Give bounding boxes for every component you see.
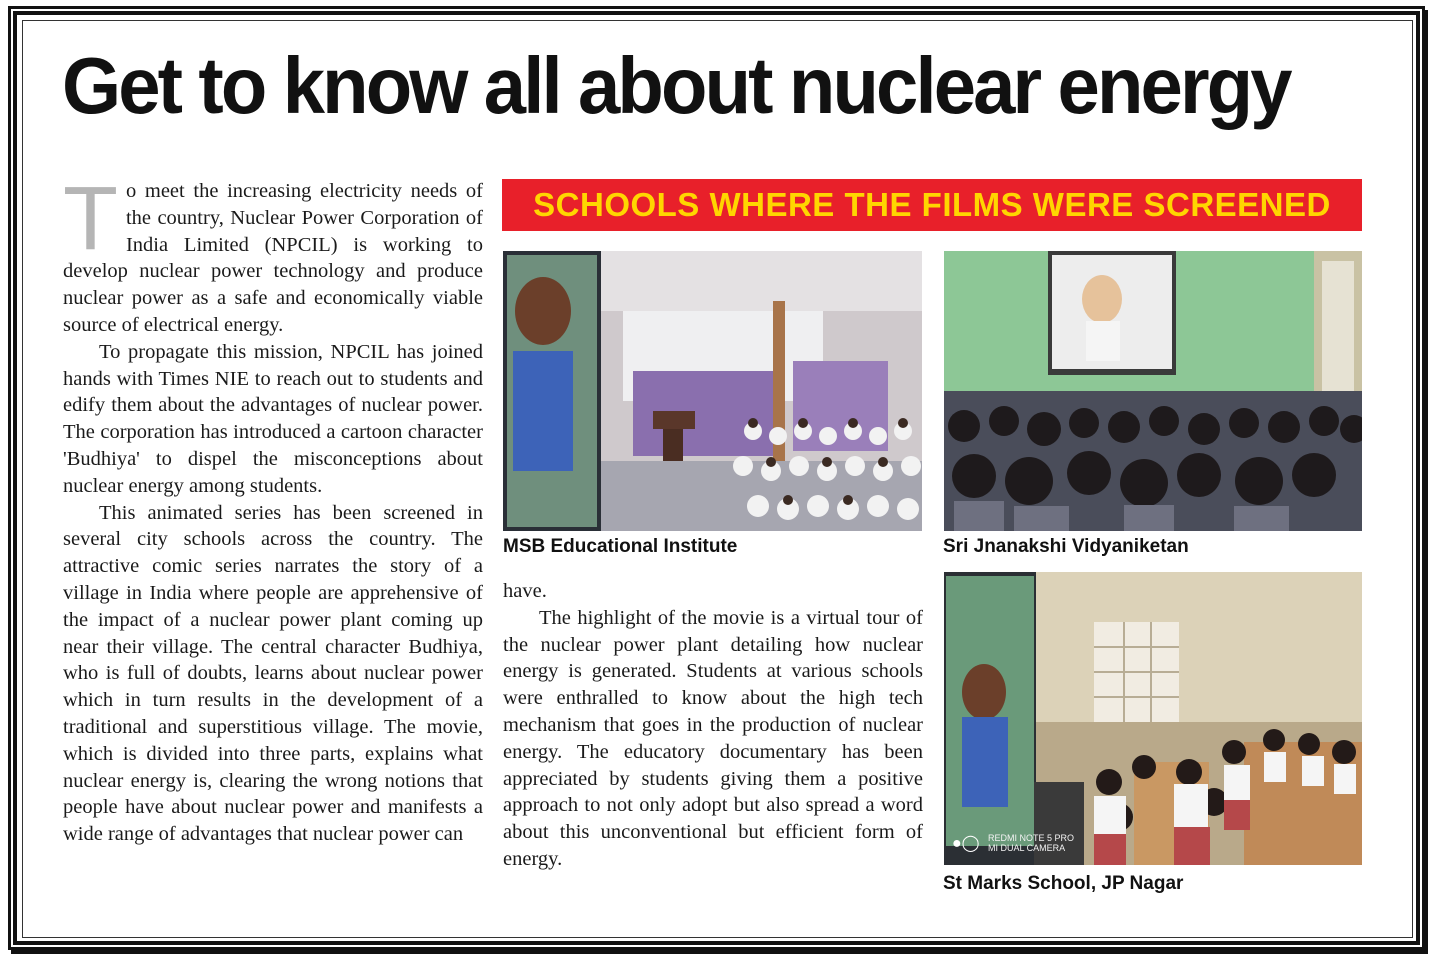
camera-watermark	[988, 833, 1074, 853]
paragraph-1	[63, 169, 483, 339]
paragraph-4: The highlight of the movie is a virtual tour of the nuclear power plant detailing how nuclear energy is generated. Students at various schools were enthralled to know about the high tech mechanism that goes in the production of nuclear energy. The educatory documentary has been appreciated by students giving them a positive approach to not only adopt but also spread a word about this unconventional but efficient form of energy.	[503, 606, 923, 870]
paragraph-3: This animated series has been screened in several city schools across the country. The attractive comic series narrates the story of a village in India where people are apprehensive of the impact of a nuclear power plant coming up near their village. The central character Budhiya, who is full of doubts, learns about nuclear power which in turn results in the development of a traditional and superstitious village. The movie, which is divided into three parts, explains what nuclear energy is, clearing the wrong notions that people have about nuclear power and manifests a wide range of advantages that nuclear power can	[63, 501, 483, 846]
caption-sri-jnanakshi: Sri Jnanakshi Vidyaniketan	[943, 536, 1189, 557]
camera-watermark-dots-icon: ●◯	[952, 835, 980, 852]
paragraph-2: To propagate this mission, NPCIL has joined hands with Times NIE to reach out to students and edify them about the advantages of nuclear power. The corporation has introduced a cartoon character 'Budhiya' to dispel the misconceptions about nuclear energy among students.	[63, 340, 483, 497]
caption-msb: MSB Educational Institute	[503, 536, 738, 557]
paragraph-1-text: o meet the increasing electricity needs of the country, Nuclear Power Corporation of India Limited (NPCIL) is working to develop nuclear power technology and produce nuclear power as a safe and economically viable source of electrical energy.	[63, 180, 483, 336]
photo-sri-jnanakshi-vidyaniketan	[944, 251, 1362, 531]
headline: Get to know all about nuclear energy	[62, 41, 1290, 130]
dropcap: T	[63, 169, 118, 269]
schools-banner: SCHOOLS WHERE THE FILMS WERE SCREENED	[502, 179, 1362, 231]
paragraph-3-continued: have.	[503, 580, 547, 602]
photo-1-illustration	[503, 251, 922, 531]
photo-3-illustration	[944, 572, 1362, 865]
photo-msb-educational-institute	[503, 251, 922, 531]
watermark-line-2: MI DUAL CAMERA	[988, 843, 1066, 853]
photo-st-marks-school	[944, 572, 1362, 865]
article-column-1	[63, 169, 483, 848]
photo-2-illustration	[944, 251, 1362, 531]
caption-st-marks: St Marks School, JP Nagar	[943, 873, 1184, 894]
article-column-2	[503, 578, 923, 873]
watermark-line-1: REDMI NOTE 5 PRO	[988, 833, 1075, 843]
